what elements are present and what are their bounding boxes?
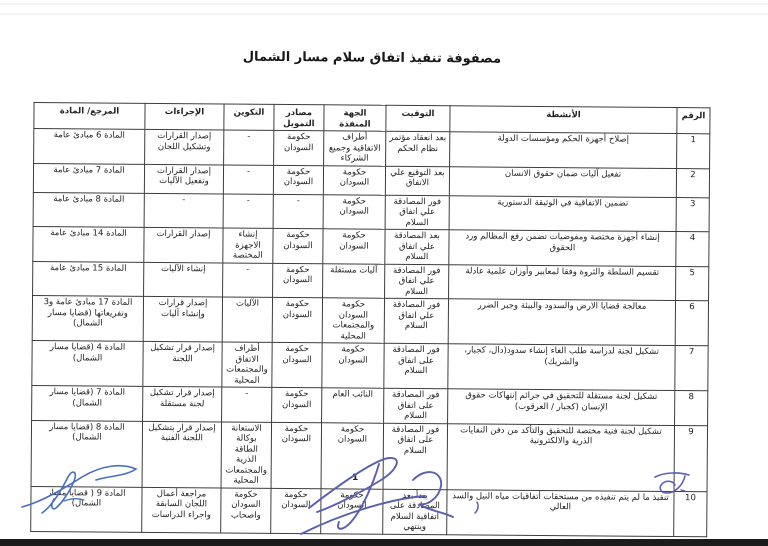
cell-number: 8 [675,391,708,426]
cell-procedures: - [144,193,223,228]
cell-reference: المادة 9 ( قضايا مسار الشمال) [31,486,142,532]
cell-executing-body: حكومة السودان [323,229,385,264]
table-row [33,261,709,301]
cell-activity: إصلاح أجهزة الحكم ومؤسسات الدولة [450,132,677,168]
cell-funding: حكومة السودان [272,342,322,387]
cell-funding: حكومة السودان [271,488,321,533]
cell-executing-body: حكومة السودان [323,165,385,194]
col-header-reference: المرجع/ المادة [34,103,145,130]
cell-activity: إنشاء أجهزة مختصة ومفوضيات تضمن رفع المظالم ورد الحقوق [449,230,676,266]
cell-reference: المادة 17 مبادئ عامة و3 وتفريعاتها (قضايا مسار الشمال) [32,295,143,341]
cell-number: 4 [676,232,709,267]
cell-executing-body: النائب العام [322,388,384,423]
col-header-formation: التكوين [224,104,274,130]
cell-funding: حكومة السودان [273,165,323,194]
cell-funding: حكومة السودان [274,130,324,165]
signature-left-stroke [22,466,136,507]
cell-formation: حكومة السودان واصحاب [221,487,271,532]
table-row [34,129,710,169]
cell-formation: - [223,193,273,228]
cell-number: 1 [677,134,710,169]
cell-number: 5 [676,266,709,301]
cell-formation: - [222,387,272,422]
cell-activity: تشكيل لجنة فنية مختصة للتحقيق والتأكد من دفن النفايات الذرية والالكترونية [447,423,675,491]
cell-formation: أطراف الاتفاق والمجتمعات المحلية [222,342,272,387]
col-header-executing-body: الجهة المنفذة [324,105,386,131]
cell-procedures: إنشاء الآليات [144,262,223,297]
cell-executing-body: حكومة السودان [321,422,384,488]
cell-formation: إنشاء الاجهزة المختصة [223,228,273,263]
signature-right-stroke [681,490,685,491]
table-row [32,385,708,425]
cell-timing: بعد المصادقة علي اتفاق السلام [385,229,449,264]
signature-left-stroke [42,472,75,513]
cell-timing: فور المصادقة علي اتفاق السلام [385,195,449,230]
col-header-funding-sources: مصادر التمويل [274,104,324,130]
cell-timing: فور المصادقة علي اتفاق السلام [384,298,448,344]
cell-procedures: إصدار قرارات وإنشاء آليات [143,296,222,342]
col-header-number: الرقم [677,108,710,134]
table-row [33,192,709,232]
cell-procedures: إصدار القرارات [144,227,223,262]
cell-activity: تفعيل آليات ضمان حقوق الانسان [449,166,676,197]
cell-formation: - [223,164,273,193]
cell-timing: يبدأ بعد المصادقة على اتفاقية السلام وينتهي [383,489,447,535]
scan-bottom-edge [0,539,768,546]
col-header-timing: التوقيت [386,105,450,132]
col-header-activities: الأنشطة [450,106,677,134]
cell-number: 6 [675,301,708,346]
cell-activity: معالجة قضايا الارض والسدود والبيئة وجبر الضرر [448,299,675,346]
cell-activity: تشكيل لجنة مستقلة للتحقيق في جرائم إنتهاكات حقوق الإنسان (كجبار / العرقوب) [448,389,675,425]
cell-reference: المادة 8 مبادئ عامة [33,192,144,227]
col-header-procedures: الإجراءات [145,103,224,130]
cell-procedures: إصدار قرار بتشكيل اللجنة الفنية [142,421,222,488]
cell-executing-body: آليات مستقلة [323,263,385,298]
cell-formation: - [224,130,274,165]
cell-executing-body: حكومة السودان [321,488,383,533]
cell-procedures: إصدار القرارات وتشكيل اللجان [145,129,224,164]
cell-formation: الآليات [222,297,272,342]
cell-number: 3 [676,197,709,232]
cell-procedures: إصدار القرارات وتفعيل الآليات [144,164,223,194]
cell-reference: المادة 4 (قضايا مسار الشمال) [32,340,143,386]
cell-activity: تنفيذ ما لم يتم تنفيذه من مستحقات أتفاقيات مياه النيل والسد العالي [447,489,674,536]
cell-reference: المادة 7 (قضايا مسار الشمال) [32,385,143,420]
cell-procedures: إصدار قرار تشكيل اللجنة [143,341,222,387]
signature-center-stroke [475,502,478,513]
cell-activity: تشكيل لجنة لدراسة طلب الغاء إنشاء سدود(دال، كجبار، والشريك) [448,344,675,391]
signature-center-stroke [413,472,453,517]
scan-artifact-band [0,13,768,15]
cell-timing: فور المصادقة على اتفاق السلام [384,343,448,389]
cell-executing-body: حكومة السودان [323,194,385,229]
cell-procedures: مراجعة أعمال اللجان السابقة واجراء الدراسات [142,487,221,533]
cell-funding: حكومة السودان [272,297,322,342]
signature-left-stroke [64,499,84,501]
cell-executing-body: حكومة السودان والمجتمعات المحلية [322,298,384,343]
scan-artifact-band [0,3,768,5]
cell-reference: المادة 15 مبادئ عامة [33,261,144,296]
cell-timing: بعد التوقيع علي الاتفاق [385,166,449,196]
signature-right-stroke [655,473,689,477]
cell-number: 2 [676,168,709,197]
cell-timing: فور المصادقة على اتفاق السلام [384,388,448,423]
table-row [32,340,708,390]
page-number: 1 [352,473,359,483]
cell-number: 9 [674,425,708,491]
cell-executing-body: أطراف الاتفاقية وجميع الشركاء [324,131,386,166]
cell-activity: تقسيم السلطة والثروة وفقا لمعايير وأوزان علمية عادلة [449,264,676,300]
cell-funding: حكومة السودان [273,263,323,298]
cell-formation: - [223,262,273,297]
table-row [32,295,708,345]
cell-funding: حكومة السودان [273,228,323,263]
cell-number: 10 [674,491,707,536]
cell-formation: الاستعانة بوكالة الطاقة الذرية والمجتمعات المحلية [221,421,272,487]
cell-funding: حكومة السودان [271,422,322,488]
cell-timing: بعد انعقاد مؤتمر نظام الحكم [386,131,450,166]
signature-right-ink [643,466,705,508]
cell-timing: فور المصادقة على اتفاق السلام [383,423,448,490]
signature-left-ink [14,461,146,517]
cell-funding: - [273,194,323,229]
cell-executing-body: حكومة السودان [322,343,384,388]
cell-reference: المادة 7 مبادئ عامة [33,163,144,193]
cell-reference: المادة 8 (قضايا مسار الشمال) [31,420,143,487]
cell-activity: تضمين الاتفاقية في الوثيقة الدستورية [449,195,676,231]
table-row [33,226,709,266]
cell-timing: فور المصادقة علي اتفاق السلام [385,264,449,299]
signature-center-ink [293,450,493,538]
signature-center-stroke [301,496,425,534]
cell-reference: المادة 14 مبادئ عامة [33,226,144,261]
cell-procedures: إصدار قرار تشكيل لجنة مستقلة [143,386,222,421]
page-title: مصفوفة تنفيذ اتفاق سلام مسار الشمال [242,49,502,67]
cell-funding: حكومة السودان [272,387,322,422]
cell-reference: المادة 6 مبادئ عامة [34,129,145,164]
cell-number: 7 [675,346,708,391]
